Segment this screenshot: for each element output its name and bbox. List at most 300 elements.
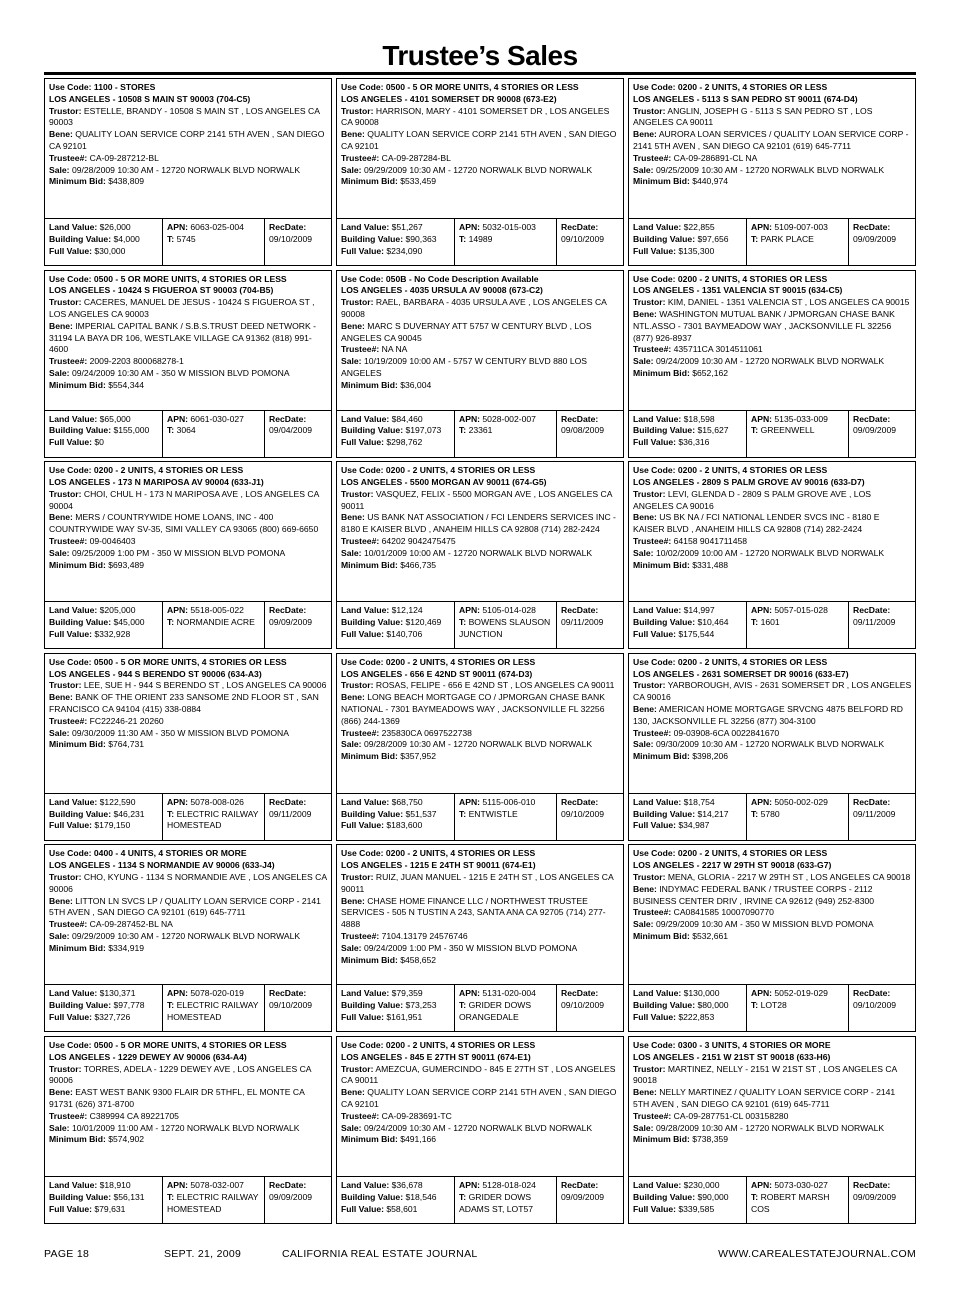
property-address: LOS ANGELES - 944 S BERENDO ST 90006 (634-A3) [49,668,262,679]
building-value-value: $97,778 [113,1000,145,1011]
listing-card [628,653,916,841]
trustee-number-label: Trustee#: [633,152,672,163]
minimum-bid-label: Minimum Bid: [633,559,690,570]
building-value-line [633,234,743,246]
valuation-row [629,1176,915,1223]
minimum-bid-line [49,739,328,751]
tract-label: T: [167,1191,175,1202]
building-value-label: Building Value: [49,233,112,244]
trustor-value: RAEL, BARBARA - 4035 URSULA AVE , LOS ANGELES CA 90008 [341,297,607,319]
sale-info-line [341,739,620,751]
building-value-line [341,809,451,821]
tract-line [167,1000,261,1024]
listing-card [628,78,916,266]
full-value-line [341,437,451,449]
tract-line [167,425,261,437]
tract-line [459,1000,553,1024]
trustee-number-line [633,536,912,548]
beneficiary-label: Bene: [341,512,365,523]
building-value-label: Building Value: [49,425,112,436]
minimum-bid-value: $491,166 [400,1134,437,1145]
trustor-line [341,489,620,513]
full-value-label: Full Value: [49,1203,92,1214]
tract-label: T: [459,233,467,244]
trustor-label: Trustor: [341,105,374,116]
building-value-line [341,425,451,437]
trustor-value: CHOI, CHUL H - 173 N MARIPOSA AVE , LOS ANGELES CA 90004 [49,488,319,511]
trustor-label: Trustor: [341,871,374,882]
beneficiary-value: EAST WEST BANK 9300 FLAIR DR 5THFL, EL MONTE CA 91731 (626) 371-8700 [49,1087,305,1109]
beneficiary-label: Bene: [633,703,657,714]
land-value-value: $68,750 [391,796,423,807]
trustor-label: Trustor: [341,1063,374,1074]
minimum-bid-value: $334,919 [108,942,145,953]
trustee-number-label: Trustee#: [49,535,88,546]
beneficiary-label: Bene: [49,895,73,906]
recdate-cell [264,602,331,648]
tract-label: T: [751,425,759,436]
trustor-label: Trustor: [633,1063,666,1074]
building-value-label: Building Value: [341,233,404,244]
apn-value: 6063-025-004 [190,222,244,232]
recdate-cell [556,411,623,457]
sale-info-value: 09/29/2009 10:30 AM - 350 W MISSION BLVD POMONA [655,919,874,930]
trustor-line [341,680,620,692]
minimum-bid-line [633,931,912,943]
full-value-line [49,246,159,258]
land-value-value: $26,000 [99,222,131,232]
apn-label: APN: [167,988,189,999]
recdate-value: 09/09/2009 [853,233,897,244]
land-value-line [49,605,159,617]
apn-label: APN: [167,222,189,232]
sale-info-line [341,1123,620,1135]
land-value-label: Land Value: [49,222,98,232]
minimum-bid-label: Minimum Bid: [341,379,398,390]
valuation-row [337,984,623,1031]
property-address: LOS ANGELES - 2631 SOMERSET DR 90016 (633-E7) [633,668,849,679]
recdate-cell [556,1177,623,1223]
minimum-bid-value: $438,809 [108,176,145,187]
apn-label: APN: [167,796,189,807]
sale-info-label: Sale: [341,942,362,953]
property-address: LOS ANGELES - 845 E 27TH ST 90011 (674-E1) [341,1051,531,1062]
full-value-line [341,1012,451,1024]
recdate-label: RecDate: [561,605,599,616]
recdate-label: RecDate: [269,796,307,807]
trustor-label: Trustor: [49,1063,82,1074]
trustee-number-value: CA-09-287212-BL [89,152,159,163]
beneficiary-label: Bene: [49,129,73,140]
trustee-number-line [49,356,328,368]
trustor-value: MARTINEZ, NELLY - 2151 W 21ST ST , LOS ANGELES CA 90018 [633,1063,897,1086]
tract-value: 23361 [468,425,493,436]
tract-line [459,234,553,246]
apn-line [167,222,261,234]
recdate-cell [556,985,623,1031]
sale-info-label: Sale: [49,930,70,941]
recdate-label: RecDate: [853,796,891,807]
land-value-label: Land Value: [341,988,390,999]
minimum-bid-label: Minimum Bid: [341,176,398,187]
values-cell [337,411,454,457]
trustee-number-label: Trustee#: [49,715,88,726]
tract-label: T: [459,808,467,819]
apn-line [751,797,845,809]
sale-info-line [49,1123,328,1135]
building-value-label: Building Value: [633,616,696,627]
trustee-number-label: Trustee#: [49,356,88,367]
tract-line [751,1192,845,1216]
building-value-label: Building Value: [49,808,112,819]
minimum-bid-line [633,368,912,380]
listing-card [44,461,332,649]
apn-line [751,605,845,617]
minimum-bid-value: $533,459 [400,176,437,187]
valuation-row [45,410,331,457]
recdate-cell [556,219,623,265]
land-value-value: $130,000 [683,988,720,999]
apn-line [167,1180,261,1192]
trustee-number-value: 2009-2203 800068278-1 [89,356,184,367]
beneficiary-label: Bene: [341,895,365,906]
sale-info-label: Sale: [341,1122,362,1133]
apn-line [751,222,845,234]
full-value-line [341,1204,451,1216]
trustor-label: Trustor: [49,488,82,499]
apn-label: APN: [167,1179,189,1190]
tract-value: GRIDER DOWS ORANGEDALE [459,1000,532,1022]
tract-value: 5745 [176,233,196,244]
full-value-label: Full Value: [341,820,384,831]
trustor-line [341,297,620,321]
use-code: Use Code: 0200 - 2 UNITS, 4 STORIES OR LESS [341,848,536,859]
full-value-label: Full Value: [633,1203,676,1214]
tract-value: ELECTRIC RAILWAY HOMESTEAD [167,808,259,831]
full-value-label: Full Value: [633,437,676,448]
apn-value: 5057-015-028 [774,605,828,616]
minimum-bid-label: Minimum Bid: [633,176,690,187]
trustor-value: ESTELLE, BRANDY - 10508 S MAIN ST , LOS ANGELES CA 90003 [49,105,320,128]
full-value-value: $183,600 [386,820,423,831]
land-value-value: $65,000 [99,413,131,424]
beneficiary-line [633,884,912,908]
values-cell [629,219,746,265]
trustor-label: Trustor: [633,297,666,308]
minimum-bid-value: $36,004 [400,379,432,390]
building-value-line [49,1192,159,1204]
full-value-label: Full Value: [633,628,676,639]
listing-card [628,1036,916,1224]
beneficiary-label: Bene: [49,512,73,523]
building-value-line [49,617,159,629]
building-value-label: Building Value: [341,616,404,627]
building-value-value: $45,000 [113,616,145,627]
title-divider [44,72,916,75]
trustee-number-label: Trustee#: [341,1110,380,1121]
tract-value: GRIDER DOWS ADAMS ST, LOT57 [459,1191,534,1214]
trustee-number-value: C389994 CA 89221705 [89,1110,179,1121]
sale-info-value: 10/01/2009 11:00 AM - 12720 NORWALK BLVD NORWALK [71,1122,300,1133]
minimum-bid-label: Minimum Bid: [49,942,106,953]
beneficiary-value: QUALITY LOAN SERVICE CORP 2141 5TH AVEN , SAN DIEGO CA 92101 [341,129,617,151]
beneficiary-value: IMPERIAL CAPITAL BANK / S.B.S.TRUST DEED NETWORK - 31194 LA BAYA DR 106, WESTLAKE VILLAGE CA 91362 (818) 991-4600 [49,320,316,355]
sale-info-value: 09/30/2009 11:30 AM - 350 W MISSION BLVD POMONA [71,727,289,738]
sale-info-value: 09/30/2009 10:30 AM - 12720 NORWALK BLVD NORWALK [655,739,885,750]
trustee-number-value: FC22246-21 20260 [89,715,164,726]
minimum-bid-label: Minimum Bid: [633,367,690,378]
apn-line [167,605,261,617]
values-cell [45,602,162,648]
land-value-value: $51,267 [391,222,423,232]
trustee-number-label: Trustee#: [633,535,672,546]
property-address: LOS ANGELES - 5113 S SAN PEDRO ST 90011 (674-D4) [633,93,858,104]
full-value-line [49,1204,159,1216]
land-value-label: Land Value: [633,988,682,999]
recdate-label: RecDate: [561,988,599,999]
full-value-label: Full Value: [633,245,676,256]
recdate-label: RecDate: [853,605,891,616]
apn-label: APN: [459,988,481,999]
minimum-bid-line [633,176,912,188]
apn-line [167,414,261,426]
recdate-label: RecDate: [853,988,891,999]
tract-line [459,425,553,437]
use-code: Use Code: 0400 - 4 UNITS, 4 STORIES OR MORE [49,848,247,859]
full-value-value: $0 [94,437,104,448]
minimum-bid-label: Minimum Bid: [633,930,690,941]
apn-cell [746,411,848,457]
trustor-value: TORRES, ADELA - 1229 DEWEY AVE , LOS ANGELES CA 90006 [49,1063,312,1086]
full-value-value: $222,853 [678,1011,715,1022]
building-value-label: Building Value: [341,808,404,819]
minimum-bid-line [341,1134,620,1146]
minimum-bid-value: $331,488 [692,559,729,570]
sale-info-line [49,728,328,740]
apn-label: APN: [751,413,773,424]
apn-cell [746,602,848,648]
beneficiary-value: QUALITY LOAN SERVICE CORP 2141 5TH AVEN , SAN DIEGO CA 92101 [49,129,325,151]
minimum-bid-label: Minimum Bid: [49,559,106,570]
valuation-row [45,1176,331,1223]
listing-card [44,1036,332,1224]
apn-value: 6061-030-027 [190,413,244,424]
trustor-value: AMEZCUA, GUMERCINDO - 845 E 27TH ST , LOS ANGELES CA 90011 [341,1063,616,1086]
sale-info-label: Sale: [49,1122,70,1133]
recdate-cell [848,411,915,457]
building-value-label: Building Value: [633,808,696,819]
apn-value: 5052-019-029 [774,988,828,999]
full-value-line [633,246,743,258]
apn-line [167,797,261,809]
recdate-label: RecDate: [269,988,307,999]
land-value-value: $36,678 [391,1179,423,1190]
tract-value: PARK PLACE [760,233,814,244]
recdate-value: 09/09/2009 [853,425,897,436]
land-value-label: Land Value: [49,605,98,616]
full-value-label: Full Value: [49,245,92,256]
building-value-value: $97,656 [697,233,729,244]
beneficiary-value: LONG BEACH MORTGAGE CO / JPMORGAN CHASE BANK NATIONAL - 7301 BAYMEADOWS WAY , JACKSONVILLE FL 32256 (866) 244-1369 [341,692,605,726]
trustor-value: KIM, DANIEL - 1351 VALENCIA ST , LOS ANGELES CA 90015 [667,297,910,308]
valuation-row [45,984,331,1031]
sale-info-value: 09/24/2009 1:00 PM - 350 W MISSION BLVD POMONA [363,942,578,953]
land-value-line [341,988,451,1000]
full-value-value: $327,726 [94,1011,131,1022]
property-address: LOS ANGELES - 10508 S MAIN ST 90003 (704-C5) [49,93,251,104]
sale-info-value: 09/29/2009 10:30 AM - 12720 NORWALK BLVD NORWALK [71,930,301,941]
apn-cell [454,794,556,840]
listing-card [336,461,624,649]
building-value-label: Building Value: [633,1191,696,1202]
minimum-bid-value: $458,652 [400,954,437,965]
tract-value: NORMANDIE ACRE [176,616,255,627]
tract-label: T: [167,616,175,627]
use-code: Use Code: 0200 - 2 UNITS, 4 STORIES OR LESS [633,848,828,859]
land-value-line [341,414,451,426]
building-value-line [633,425,743,437]
tract-line [167,234,261,246]
footer-website: WWW.CAREALESTATEJOURNAL.COM [718,1248,916,1260]
land-value-value: $14,997 [683,605,715,616]
land-value-value: $122,590 [99,796,136,807]
listing-card [628,844,916,1032]
trustee-number-value: CA-09-287751-CL 003158280 [673,1110,789,1121]
land-value-label: Land Value: [341,796,390,807]
beneficiary-line [341,896,620,931]
recdate-value: 09/09/2009 [269,616,313,627]
land-value-line [633,605,743,617]
trustee-number-label: Trustee#: [633,1110,672,1121]
sale-info-label: Sale: [341,547,362,558]
apn-cell [746,794,848,840]
land-value-label: Land Value: [49,1179,98,1190]
values-cell [629,411,746,457]
full-value-label: Full Value: [341,437,384,448]
trustor-line [341,106,620,130]
full-value-label: Full Value: [49,437,92,448]
trustee-number-line [633,344,912,356]
trustor-label: Trustor: [633,871,666,882]
sale-info-label: Sale: [633,164,654,175]
beneficiary-line [633,512,912,536]
valuation-row [629,410,915,457]
beneficiary-line [49,512,328,536]
land-value-line [633,1180,743,1192]
tract-label: T: [459,616,467,627]
trustor-line [49,872,328,896]
use-code: Use Code: 0200 - 2 UNITS, 4 STORIES OR LESS [341,656,536,667]
sale-info-label: Sale: [49,164,70,175]
recdate-label: RecDate: [561,796,599,807]
trustee-number-label: Trustee#: [341,535,380,546]
land-value-label: Land Value: [49,796,98,807]
tract-value: 14989 [468,233,493,244]
building-value-value: $14,217 [697,808,729,819]
land-value-label: Land Value: [341,605,390,616]
beneficiary-label: Bene: [633,1087,657,1098]
beneficiary-line [341,1087,620,1111]
apn-cell [454,219,556,265]
beneficiary-label: Bene: [341,1087,365,1098]
tract-label: T: [167,233,175,244]
listing-card [336,844,624,1032]
recdate-value: 09/11/2009 [269,808,312,819]
tract-value: LOT28 [760,1000,787,1011]
full-value-value: $34,987 [678,820,710,831]
trustor-label: Trustor: [49,871,82,882]
recdate-label: RecDate: [853,1179,891,1190]
trustee-number-line [341,728,620,740]
trustor-line [49,1064,328,1088]
tract-value: 1601 [760,616,780,627]
trustee-number-line [633,1111,912,1123]
minimum-bid-line [341,380,620,392]
recdate-value: 09/09/2009 [269,1191,313,1202]
minimum-bid-line [49,380,328,392]
tract-label: T: [751,1000,759,1011]
tract-line [459,617,553,641]
building-value-value: $15,627 [697,425,729,436]
valuation-row [45,793,331,840]
trustor-line [633,872,912,884]
sale-info-line [633,739,912,751]
minimum-bid-label: Minimum Bid: [49,739,106,750]
use-code: Use Code: 0200 - 2 UNITS, 4 STORIES OR LESS [633,82,828,92]
use-code: Use Code: 0300 - 3 UNITS, 4 STORIES OR MORE [633,1039,831,1050]
apn-label: APN: [459,413,481,424]
apn-value: 5115-006-010 [482,796,536,807]
trustee-number-line [341,344,620,356]
trustor-line [633,106,912,130]
tract-line [751,234,845,246]
trustee-number-label: Trustee#: [341,152,380,163]
values-cell [45,411,162,457]
listing-card [336,270,624,458]
property-address: LOS ANGELES - 4101 SOMERSET DR 90008 (673-E2) [341,93,557,104]
tract-line [459,809,553,821]
full-value-line [633,820,743,832]
minimum-bid-value: $532,661 [692,930,729,941]
trustor-line [49,106,328,130]
apn-value: 5105-014-028 [482,605,536,616]
trustor-label: Trustor: [633,488,666,499]
minimum-bid-line [49,1134,328,1146]
full-value-line [49,1012,159,1024]
minimum-bid-value: $357,952 [400,751,437,762]
building-value-value: $197,073 [405,425,442,436]
land-value-line [633,797,743,809]
trustor-line [633,1064,912,1088]
page-title: Trustee’s Sales [382,40,578,71]
valuation-row [629,793,915,840]
valuation-row [45,601,331,648]
trustor-value: ANGLIN, JOSEPH G - 5113 S SAN PEDRO ST , LOS ANGELES CA 90011 [633,105,873,128]
values-cell [629,985,746,1031]
beneficiary-line [633,704,912,728]
land-value-label: Land Value: [49,988,98,999]
apn-cell [162,411,264,457]
apn-line [459,222,553,234]
building-value-label: Building Value: [633,233,696,244]
apn-cell [454,985,556,1031]
listing-card [44,844,332,1032]
land-value-value: $18,598 [683,413,715,424]
minimum-bid-line [341,751,620,763]
full-value-line [633,1012,743,1024]
recdate-value: 09/11/2009 [853,808,896,819]
building-value-label: Building Value: [49,1000,112,1011]
